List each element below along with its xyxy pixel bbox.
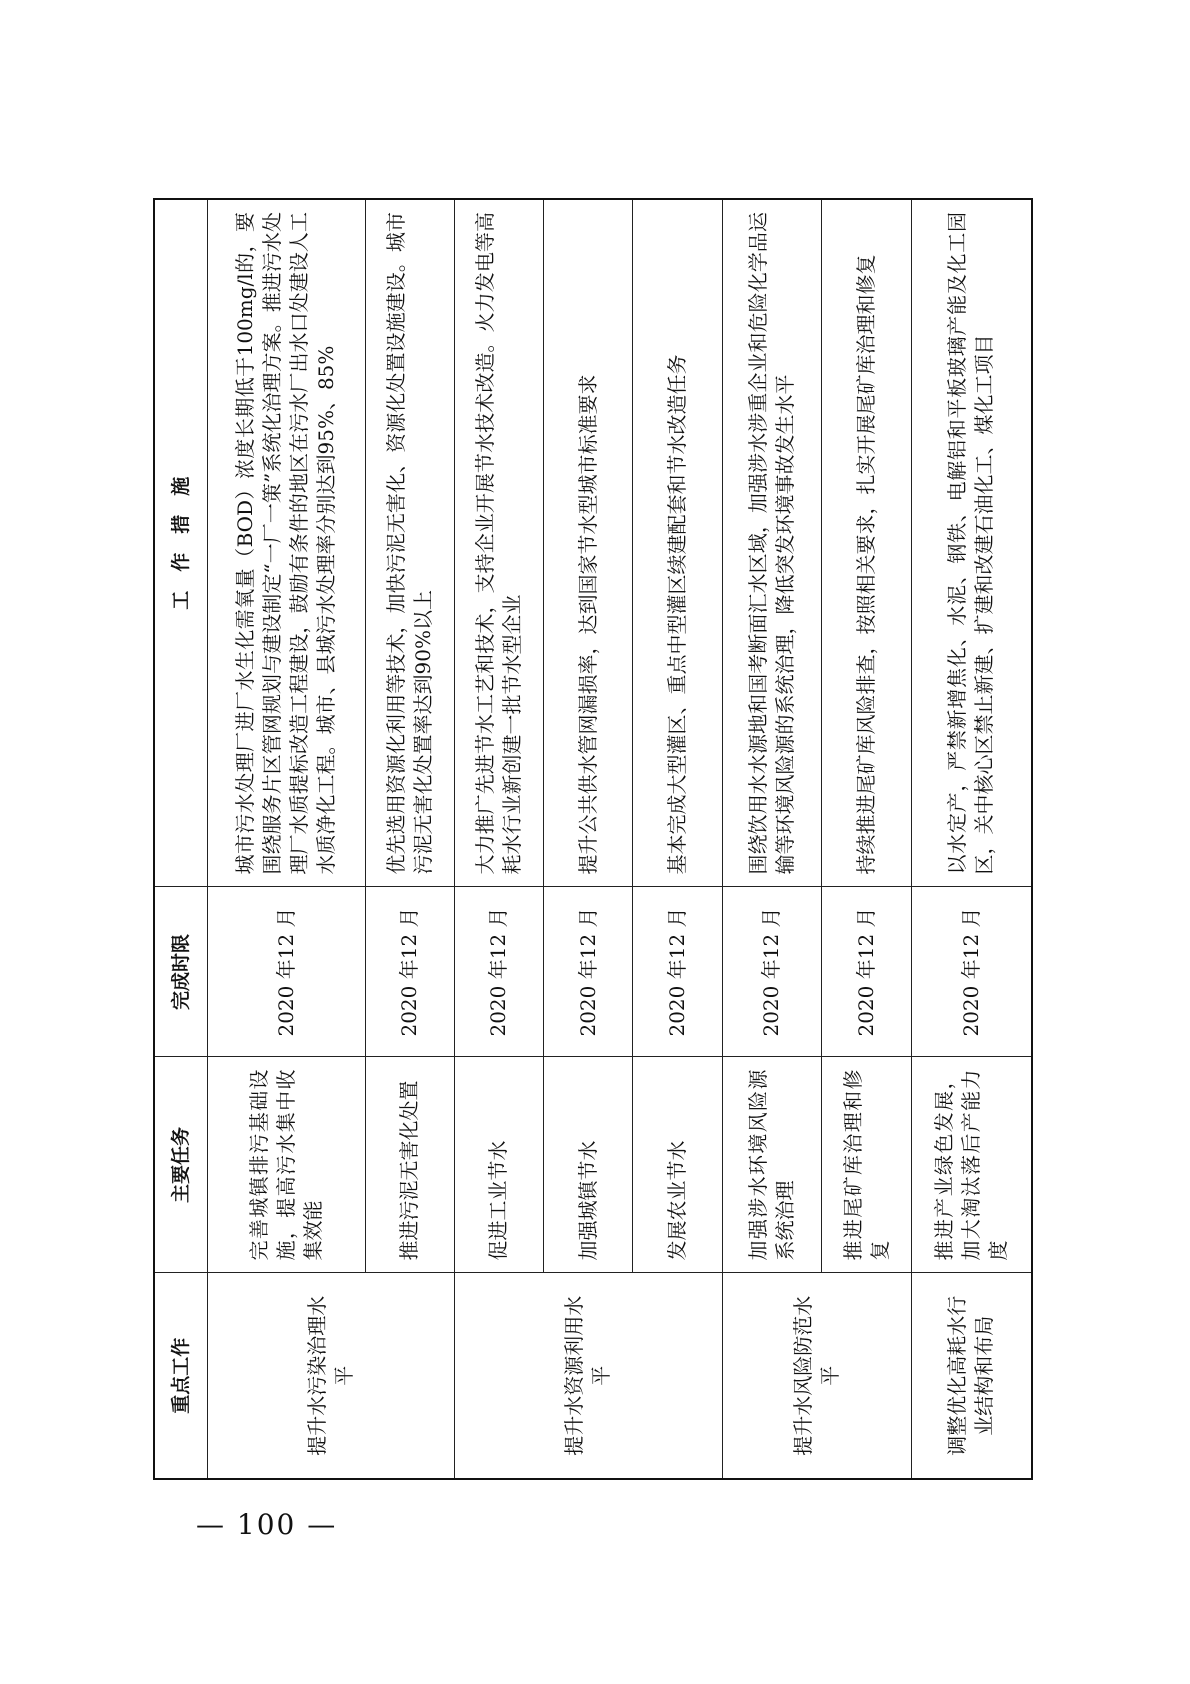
deadline-cell: 2020 年12 月	[365, 887, 454, 1057]
table-row	[454, 199, 543, 1479]
table-row	[911, 199, 1032, 1479]
key-work-cell: 调整优化高耗水行业结构和布局	[911, 1273, 1032, 1479]
work-table	[153, 198, 1033, 1480]
measure-cell: 持续推进尾矿库风险排查，按照相关要求，扎实开展尾矿库治理和修复	[822, 199, 911, 887]
deadline-cell: 2020 年12 月	[911, 887, 1032, 1057]
task-cell: 加强城镇节水	[544, 1057, 633, 1273]
deadline-cell: 2020 年12 月	[722, 887, 822, 1057]
measure-cell: 以水定产，严禁新增焦化、水泥、钢铁、电解铝和平板玻璃产能及化工园区，关中核心区禁止新建、扩建和改建石油化工、煤化工项目	[911, 199, 1032, 887]
table-row	[722, 199, 822, 1479]
measure-cell: 优先选用资源化利用等技术，加快污泥无害化、资源化处置设施建设。城市污泥无害化处置率达到90%以上	[365, 199, 454, 887]
deadline-cell: 2020 年12 月	[822, 887, 911, 1057]
task-cell: 推进污泥无害化处置	[365, 1057, 454, 1273]
measure-cell: 围绕饮用水水源地和国考断面汇水区域，加强涉水涉重企业和危险化学品运输等环境风险源的系统治理，降低突发环境事故发生水平	[722, 199, 822, 887]
measure-cell: 提升公共供水管网漏损率，达到国家节水型城市标准要求	[544, 199, 633, 887]
measure-cell: 大力推广先进节水工艺和技术，支持企业开展节水技术改造。火力发电等高耗水行业新创建一批节水型企业	[454, 199, 543, 887]
deadline-cell: 2020 年12 月	[633, 887, 722, 1057]
table-header-row	[154, 199, 208, 1479]
measure-cell: 城市污水处理厂进厂水生化需氧量（BOD）浓度长期低于100mg/l的，要围绕服务片区管网规划与建设制定“一厂一策”系统化治理方案。推进污水处理厂水质提标改造工程建设，鼓励有条件的地区在污水厂出水口处建设人工水质净化工程。城市、县城污水处理率分别达到95%、85%	[208, 199, 366, 887]
deadline-cell: 2020 年12 月	[544, 887, 633, 1057]
key-work-cell: 提升水污染治理水平	[208, 1273, 455, 1479]
task-cell: 发展农业节水	[633, 1057, 722, 1273]
measure-cell: 基本完成大型灌区、重点中型灌区续建配套和节水改造任务	[633, 199, 722, 887]
header-measures: 工 作 措 施	[154, 199, 208, 887]
task-cell: 加强涉水环境风险源系统治理	[722, 1057, 822, 1273]
task-cell: 完善城镇排污基础设施，提高污水集中收集效能	[208, 1057, 366, 1273]
key-work-cell: 提升水风险防范水平	[722, 1273, 911, 1479]
deadline-cell: 2020 年12 月	[208, 887, 366, 1057]
task-cell: 促进工业节水	[454, 1057, 543, 1273]
rotated-page	[153, 200, 1033, 1480]
table-row	[208, 199, 366, 1479]
header-key-work: 重点工作	[154, 1273, 208, 1479]
header-main-task: 主要任务	[154, 1057, 208, 1273]
page-number: — 100 —	[196, 1508, 338, 1541]
task-cell: 推进产业绿色发展，加大淘汰落后产能力度	[911, 1057, 1032, 1273]
task-cell: 推进尾矿库治理和修复	[822, 1057, 911, 1273]
header-deadline: 完成时限	[154, 887, 208, 1057]
deadline-cell: 2020 年12 月	[454, 887, 543, 1057]
key-work-cell: 提升水资源利用水平	[454, 1273, 722, 1479]
